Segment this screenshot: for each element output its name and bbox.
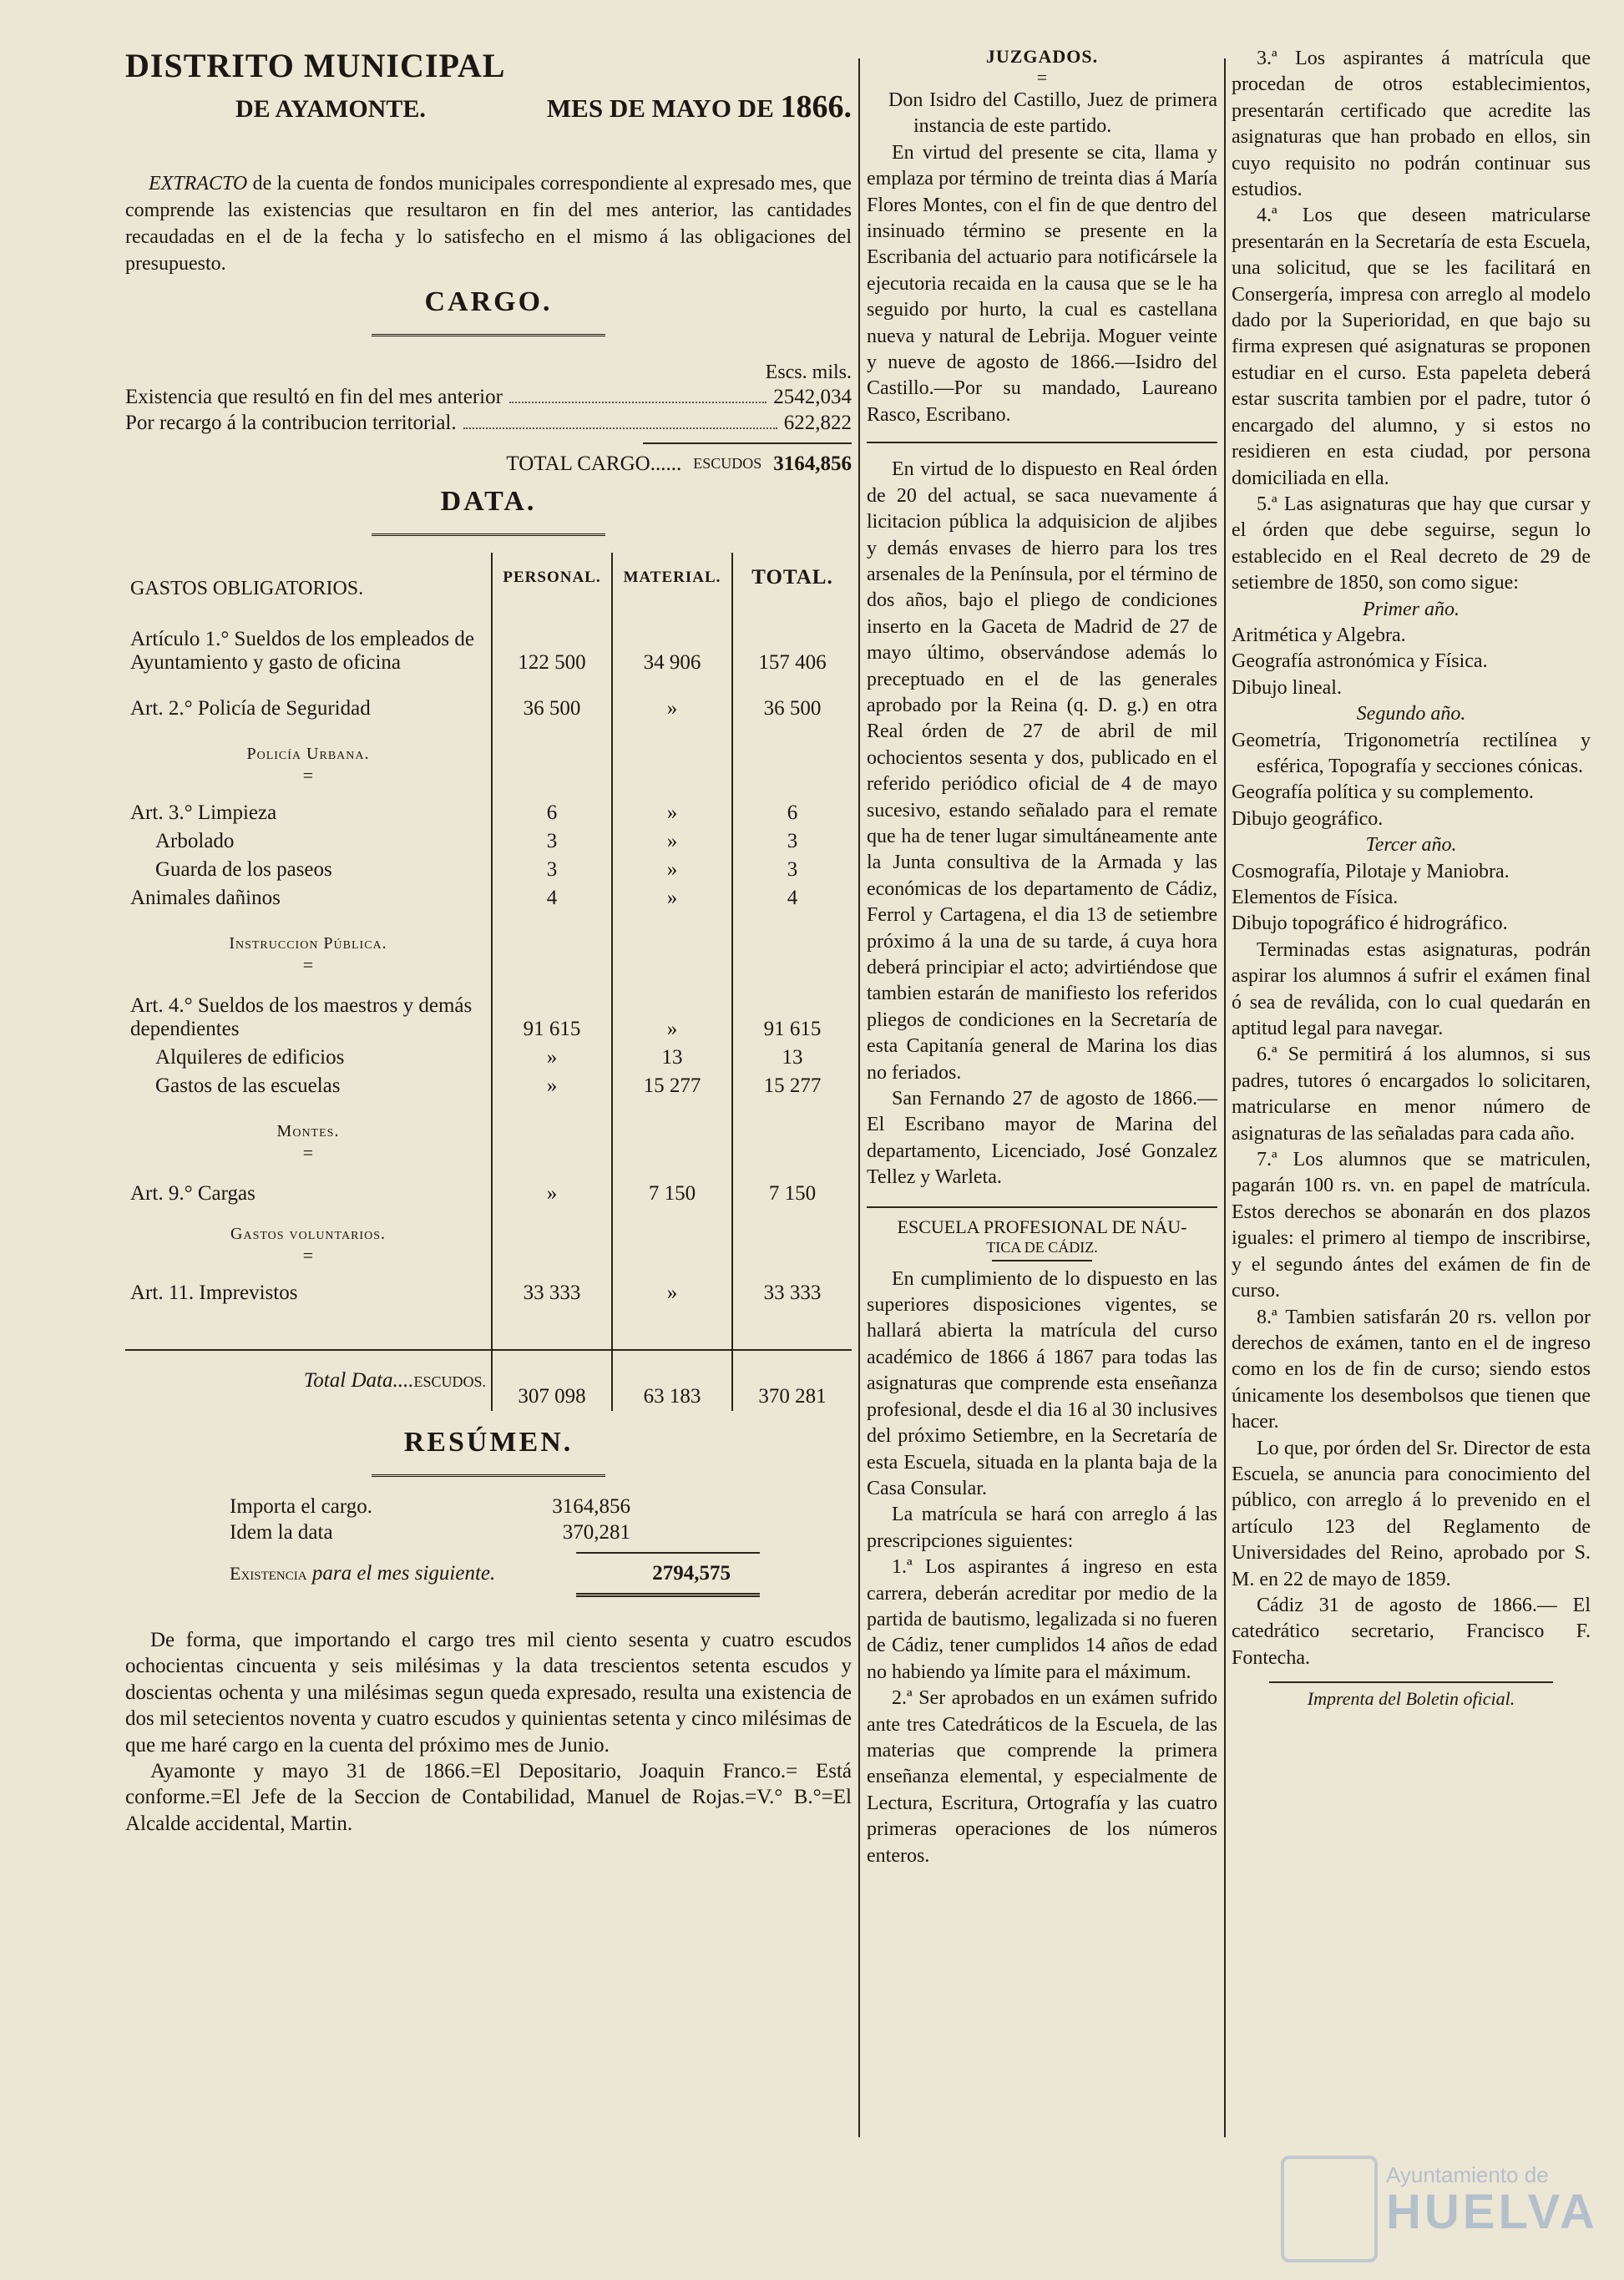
cargo-row-label: Por recargo á la contribucion territorial. [125, 412, 457, 434]
escuela-sign: Cádiz 31 de agosto de 1866.— El catedrático secretario, Francisco F. Fontecha. [1232, 1594, 1591, 1669]
resumen-block [125, 1494, 852, 1597]
imprint-rule [1269, 1681, 1553, 1683]
column-3 [1232, 46, 1591, 1710]
imprint: Imprenta del Boletin oficial. [1307, 1688, 1515, 1710]
row-total: 91 615 [732, 974, 852, 1044]
row-label: Art. 11. Imprevistos [130, 1282, 298, 1304]
list-item: Cosmografía, Pilotaje y Maniobra. [1232, 860, 1510, 882]
watermark-seal [1281, 2156, 1378, 2262]
cargo-unit: Escs. mils. [765, 361, 852, 383]
table-row [125, 1162, 852, 1208]
cargo-total-rule [643, 442, 852, 444]
table-row [125, 677, 852, 723]
escuela-p1: En cumplimiento de lo dispuesto en las superiores disposiciones vigentes, se hallará abierta la matrícula del curso académico de 1866 á 1867 para todas las asignaturas que comprende esta enseñanza profesional, desde el dia 16 al 30 inclusives del próximo Setiembre, en la Secretaría de esta Escuela, situada en la planta baja de la Casa Consular. [867, 1267, 1217, 1499]
data-total-row [125, 1350, 852, 1411]
row-personal: 122 500 [492, 603, 612, 677]
row-total: 3 [732, 856, 852, 884]
row-material: 7 150 [612, 1162, 732, 1208]
row-material: 15 277 [612, 1072, 732, 1100]
escuela-p3: Terminadas estas asignaturas, podrán aspirar los alumnos á sufrir el exámen final ó sea de reválida, con lo cual quedarán en aptitud legal para navegar. [1232, 938, 1591, 1040]
row-personal: » [492, 1072, 612, 1100]
table-row [125, 785, 852, 827]
subsection-montes: Montes. [276, 1122, 340, 1140]
data-table-header [125, 553, 852, 603]
col-material: MATERIAL. [612, 553, 732, 603]
section-rule [867, 442, 1217, 443]
juzgados-heading: JUZGADOS. [985, 46, 1099, 67]
row-personal: 36 500 [492, 677, 612, 723]
closing-signatures: Ayamonte y mayo 31 de 1866.=El Depositario, Joaquin Franco.= Está conforme.=El Jefe de la Seccion de Contabilidad, Manuel de Rojas.=V.° B.°=El Alcalde accidental, Martin. [125, 1760, 852, 1835]
month-prefix: MES DE MAYO DE [546, 94, 774, 123]
list-item: Dibujo topográfico é hidrográfico. [1232, 913, 1508, 935]
row-personal: 3 [492, 827, 612, 856]
data-total-label-cell [125, 1350, 492, 1411]
row-label: Artículo 1.° Sueldos de los empleados de Ayuntamiento y gasto de oficina [130, 628, 475, 674]
row-label: Arbolado [155, 830, 235, 852]
row-label: Animales dañinos [130, 887, 281, 909]
existencia-italic: para el mes siguiente. [311, 1562, 496, 1585]
row-total: 13 [732, 1044, 852, 1072]
escuela-heading-2: TICA DE CÁDIZ. [986, 1238, 1098, 1256]
year-1-heading: Primer año. [1363, 598, 1460, 620]
list-item: Geometría, Trigonometría rectilínea y esférica, Topografía y secciones cónicas. [1232, 729, 1591, 777]
section-rule [992, 1260, 1092, 1261]
data-total-personal: 307 098 [492, 1350, 612, 1411]
resumen-double-rule [576, 1593, 760, 1597]
list-item: Geografía política y su complemento. [1232, 781, 1534, 804]
cargo-row [125, 410, 852, 436]
row-total: 7 150 [732, 1162, 852, 1208]
col-group-label: GASTOS OBLIGATORIOS. [130, 578, 364, 599]
list-item: Geografía astronómica y Física. [1232, 650, 1488, 673]
cargo-row-label: Existencia que resultó en fin del mes anterior [125, 386, 503, 408]
row-personal: 3 [492, 856, 612, 884]
escuela-rule-1: 1.ª Los aspirantes á ingreso en esta carrera, deberán acreditar por medio de la partida de bautismo, legalizada si no fueren de Cádiz, tener cumplidos 14 años de edad no habiendo ya límite para el máximum. [867, 1556, 1217, 1683]
row-personal: 33 333 [492, 1265, 612, 1307]
equals-divider: = [302, 954, 314, 975]
ornament-divider [372, 324, 605, 336]
table-row [125, 974, 852, 1044]
list-item: Elementos de Física. [1232, 887, 1399, 908]
row-label: Art. 3.° Limpieza [130, 801, 277, 824]
aljibes-text: En virtud de lo dispuesto en Real órden de 20 del actual, se saca nuevamente á licitacion pública la adquisicion de aljibes y demás envases de hierro para los tres arsenales de la Península, por el término de dos años, bajo el pliego de condiciones inserto en la Gaceta de Madrid de 27 de mayo último, observándose además lo preceptuado en el de las generales aprobado por la Reina (q. D. g.) en otra Real órden de 27 de abril de mil ochocientos sesenta y dos, publicado en el referido periódico oficial de 4 de mayo sucesivo, estando señalado para el remate que ha de tener lugar simultáneamente ante la Junta consultiva de la Armada y las económicas de los departamento de Cádiz, Ferrol y Cartagena, el dia 13 de setiembre próximo á la una de su tarde, á cuya hora deberá principiar el acto; advirtiéndose que tambien estarán de manifiesto los referidos pliegos de condiciones en la Secretaría de esta Capitanía general de Marina los dias no feriados. [867, 458, 1217, 1084]
row-material: 34 906 [612, 603, 732, 677]
row-material: » [612, 884, 732, 913]
row-personal: 4 [492, 884, 612, 913]
resumen-rule [576, 1552, 760, 1554]
row-personal: » [492, 1162, 612, 1208]
column-rule-2 [1224, 58, 1226, 2137]
existencia-row [230, 1560, 852, 1586]
equals-divider: = [302, 1245, 314, 1266]
table-row [125, 1044, 852, 1072]
table-row [125, 1265, 852, 1307]
row-label: Art. 9.° Cargas [130, 1182, 255, 1205]
data-total-total: 370 281 [732, 1350, 852, 1411]
escuela-p4: Lo que, por órden del Sr. Director de esta Escuela, se anuncia para conocimiento del público, con arreglo á lo prevenido en el artículo 123 del Reglamento de Universidades del Reino, aprobado por S. M. en 22 de mayo de 1859. [1232, 1437, 1591, 1590]
subsection-heading [125, 913, 852, 956]
escuela-rule-7: 7.ª Los alumnos que se matriculen, pagarán 100 rs. vn. en papel de matrícula. Estos derechos se abonarán en dos plazos iguales: el primero al tiempo de inscribirse, y el segundo ántes del exámen de fin de curso. [1232, 1149, 1591, 1302]
resumen-row-label: Importa el cargo. [230, 1495, 372, 1518]
data-heading: DATA. [440, 486, 537, 517]
cargo-row [125, 384, 852, 410]
page-title: DISTRITO MUNICIPAL [125, 47, 506, 84]
table-row [125, 827, 852, 856]
list-item: Dibujo geográfico. [1232, 807, 1384, 830]
subsection-instruccion: Instruccion Pública. [229, 934, 387, 953]
col-total: TOTAL. [732, 553, 852, 603]
month-heading [547, 88, 852, 125]
ornament-divider [372, 1464, 605, 1477]
existencia-label: Existencia [230, 1563, 307, 1584]
row-total: 15 277 [732, 1072, 852, 1100]
list-item: Dibujo lineal. [1232, 676, 1342, 699]
cargo-row-value: 2542,034 [773, 386, 852, 408]
data-total-material: 63 183 [612, 1350, 732, 1411]
watermark-line-1: Ayuntamiento de [1386, 2162, 1549, 2187]
resumen-row-value: 3164,856 [552, 1495, 630, 1518]
existencia-label-cell [230, 1560, 630, 1586]
escuela-rule-2: 2.ª Ser aprobados en un exámen sufrido ante tres Catedráticos de la Escuela, de las materias que comprende la primera enseñanza elemental, y especialmente de Lectura, Escritura, Ortografía y las cuatro primeras operaciones de los números enteros. [867, 1687, 1217, 1867]
year-2-heading: Segundo año. [1356, 703, 1466, 725]
escuela-heading-1: ESCUELA PROFESIONAL DE NÁU- [897, 1216, 1187, 1237]
row-total: 36 500 [732, 677, 852, 723]
row-total: 157 406 [732, 603, 852, 677]
list-item: Aritmética y Algebra. [1232, 624, 1406, 646]
row-total: 6 [732, 785, 852, 827]
row-material: 13 [612, 1044, 732, 1072]
data-total-unit: ESCUDOS. [413, 1373, 486, 1390]
resumen-row-label: Idem la data [230, 1521, 333, 1544]
month-year: 1866. [780, 89, 852, 124]
subsection-policia: Policía Urbana. [246, 745, 370, 763]
equals-divider: = [302, 1142, 314, 1163]
table-row [125, 884, 852, 913]
escuela-rule-3: 3.ª Los aspirantes á matrícula que procedan de otros establecimientos, presentarán certificado que acredite las asignaturas que han probado en ellos, sin cuyo requisito no podrán continuar sus estudios. [1232, 48, 1591, 201]
row-personal: » [492, 1044, 612, 1072]
resumen-heading: RESÚMEN. [403, 1427, 574, 1458]
resumen-row [230, 1494, 852, 1519]
data-table [125, 553, 852, 1411]
escuela-rule-5: 5.ª Las asignaturas que hay que cursar y el órden que debe seguirse, segun lo establecido en el Real decreto de 29 de setiembre de 1850, son como sigue: [1232, 493, 1591, 594]
resumen-row [230, 1519, 852, 1545]
escuela-rule-6: 6.ª Se permitirá á los alumnos, si sus padres, tutores ó encargados lo solicitaren, matricularse en menor número de asignaturas de las señaladas para cada año. [1232, 1044, 1591, 1145]
closing-paragraph: De forma, que importando el cargo tres mil ciento sesenta y cuatro escudos ochocientas cincuenta y seis milésimas y la data trescientos setenta escudos y doscientas ochenta y una milésimas segun queda expresado, resulta una existencia de dos mil setecientos noventa y cuatro escudos y quinientas setenta y cinco milésimas de que me haré cargo en la cuenta del próximo mes de Junio. [125, 1629, 852, 1757]
section-rule [867, 1206, 1217, 1208]
row-material: » [612, 856, 732, 884]
resumen-row-value: 370,281 [562, 1521, 630, 1544]
row-label: Art. 4.° Sueldos de los maestros y demás dependientes [130, 994, 473, 1040]
row-personal: 91 615 [492, 974, 612, 1044]
existencia-value: 2794,575 [652, 1562, 731, 1585]
row-material: » [612, 677, 732, 723]
year-3-heading: Tercer año. [1365, 834, 1457, 857]
row-total: 33 333 [732, 1265, 852, 1307]
juzgados-judge: Don Isidro del Castillo, Juez de primera instancia de este partido. [888, 89, 1217, 138]
table-row [125, 603, 852, 677]
extract-lead: EXTRACTO [149, 173, 248, 195]
row-label: Art. 2.° Policía de Seguridad [130, 697, 371, 720]
cargo-total-label: TOTAL CARGO...... [506, 452, 682, 475]
equals-divider: = [1036, 67, 1048, 88]
ornament-divider [372, 523, 605, 536]
equals-divider: = [302, 765, 314, 786]
escuela-rule-4: 4.ª Los que deseen matricularse presentarán en la Secretaría de esta Escuela, una solicitud, que se les facilitará en Consergería, impresa con arreglo al modelo dado por la Superioridad, en que bajo su firma expresen qué asignaturas se proponen estudiar en el curso. Esta papeleta deberá estar suscrita tambien por el padre, tutor ó encargado del alumno, y si estos no residieren en esta ciudad, por persona domiciliada en ella. [1232, 205, 1591, 489]
row-material: » [612, 785, 732, 827]
cargo-row-value: 622,822 [783, 412, 852, 434]
subsection-heading [125, 1100, 852, 1144]
cargo-total-value: 3164,856 [773, 452, 852, 475]
row-material: » [612, 1265, 732, 1307]
column-1 [125, 46, 852, 1837]
row-label: Alquileres de edificios [155, 1046, 345, 1069]
aljibes-sign: San Fernando 27 de agosto de 1866.—El Escribano mayor de Marina del departamento, Licenciado, José Gonzalez Tellez y Warleta. [867, 1088, 1217, 1189]
watermark-line-2: HUELVA [1386, 2185, 1598, 2239]
row-label: Guarda de los paseos [155, 858, 332, 881]
row-personal: 6 [492, 785, 612, 827]
row-total: 3 [732, 827, 852, 856]
row-total: 4 [732, 884, 852, 913]
extract-paragraph [125, 170, 852, 277]
table-row [125, 856, 852, 884]
row-label: Gastos de las escuelas [155, 1074, 341, 1097]
cargo-total-row [125, 451, 852, 477]
column-rule-1 [858, 58, 860, 2137]
header-row [125, 88, 852, 125]
subsection-heading [125, 723, 852, 766]
col-personal: PERSONAL. [492, 553, 612, 603]
row-material: » [612, 827, 732, 856]
juzgados-text: En virtud del presente se cita, llama y emplaza por término de treinta dias á María Flores Montes, con el fin de que dentro del insinuado término se presente en la Escribania del actuario para notificársele la ejecutoria recaida en la causa que se le ha seguido por hurto, la cual es castellana nueva y natural de Lebrija. Moguer veinte y nueve de agosto de 1866.—Isidro del Castillo.—Por su mandado, Laureano Rasco, Escribano. [867, 141, 1217, 426]
column-2 [867, 46, 1217, 1869]
data-total-label: Total Data.... [303, 1369, 414, 1392]
table-row [125, 1072, 852, 1100]
escuela-rule-8: 8.ª Tambien satisfarán 20 rs. vellon por derechos de exámen, tanto en el de ingreso como en los de fin de curso; siendo estos únicamente los desembolsos que tienen que hacer. [1232, 1306, 1591, 1433]
page-subtitle: DE AYAMONTE. [235, 95, 426, 123]
row-material: » [612, 974, 732, 1044]
extract-text: de la cuenta de fondos municipales correspondiente al expresado mes, que comprende las existencias que resultaron en fin del mes anterior, las cantidades recaudadas en el de la fecha y lo satisfecho en el mismo á las obligaciones del presupuesto. [125, 173, 852, 275]
cargo-total-unit: ESCUDOS [693, 455, 762, 472]
escuela-p2: La matrícula se hará con arreglo á las prescripciones siguientes: [867, 1504, 1217, 1552]
subsection-heading [125, 1208, 852, 1246]
subsection-voluntarios: Gastos voluntarios. [230, 1225, 386, 1243]
cargo-heading: CARGO. [424, 286, 553, 317]
